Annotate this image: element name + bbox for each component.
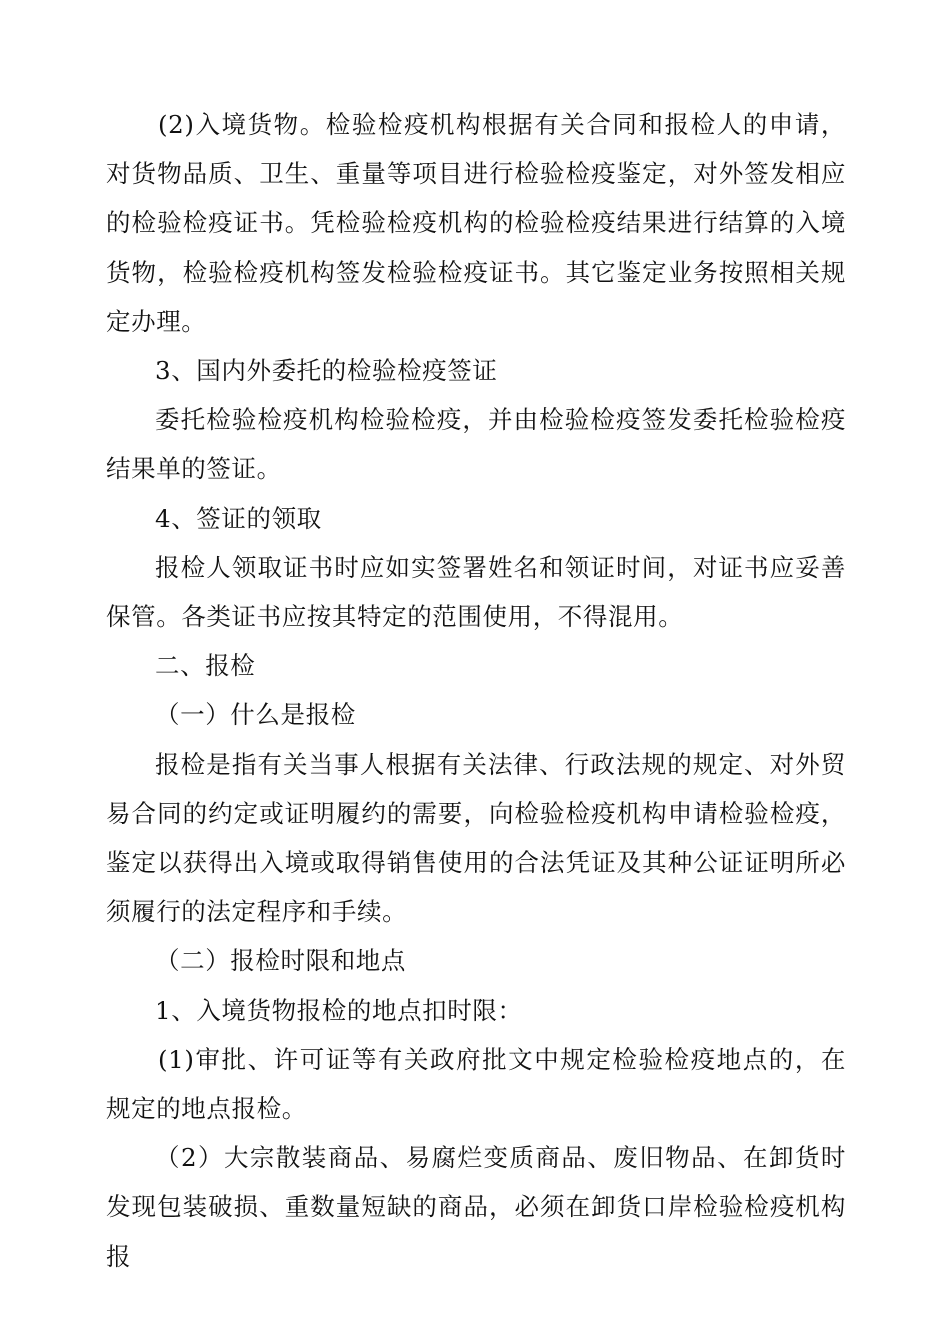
section-heading-inspection: 二、报检 [155,651,256,681]
paragraph-bulk-goods: （2）大宗散装商品、易腐烂变质商品、废旧物品、在卸货时发现包装破损、重数量短缺的商品，必须在卸货口岸检验检疫机构报 [106,1143,846,1271]
heading-entry-goods-place-time: 1、入境货物报检的地点扣时限： [155,995,523,1025]
document-page [106,100,846,1281]
paragraph-entrusted-certificate: 委托检验检疫机构检验检疫，并由检验检疫签发委托检验检疫结果单的签证。 [106,405,846,484]
paragraph-approval-place: (1)审批、许可证等有关政府批文中规定检验检疫地点的，在规定的地点报检。 [106,1044,846,1124]
subheading-time-and-place: （二）报检时限和地点 [155,946,406,976]
heading-certificate-collection: 4、签证的领取 [155,503,322,533]
paragraph-inspection-definition: 报检是指有关当事人根据有关法律、行政法规的规定、对外贸易合同的约定或证明履约的需要，向检验检疫机构申请检验检疫，鉴定以获得出入境或取得销售使用的合法凭证及其种公证证明所必须履行的法定程序和手续。 [106,749,846,927]
subheading-what-is-inspection: （一）什么是报检 [155,700,356,730]
paragraph-certificate-collection: 报检人领取证书时应如实签署姓名和领证时间，对证书应妥善保管。各类证书应按其特定的范围使用，不得混用。 [106,552,846,632]
paragraph-entry-goods: (2)入境货物。检验检疫机构根据有关合同和报检人的申请，对货物品质、卫生、重量等项目进行检验检疫鉴定，对外签发相应的检验检疫证书。凭检验检疫机构的检验检疫结果进行结算的入境货物，检验检疫机构签发检验检疫证书。其它鉴定业务按照相关规定办理。 [106,110,846,336]
heading-domestic-foreign-entrusted: 3、国内外委托的检验检疫签证 [155,356,498,386]
